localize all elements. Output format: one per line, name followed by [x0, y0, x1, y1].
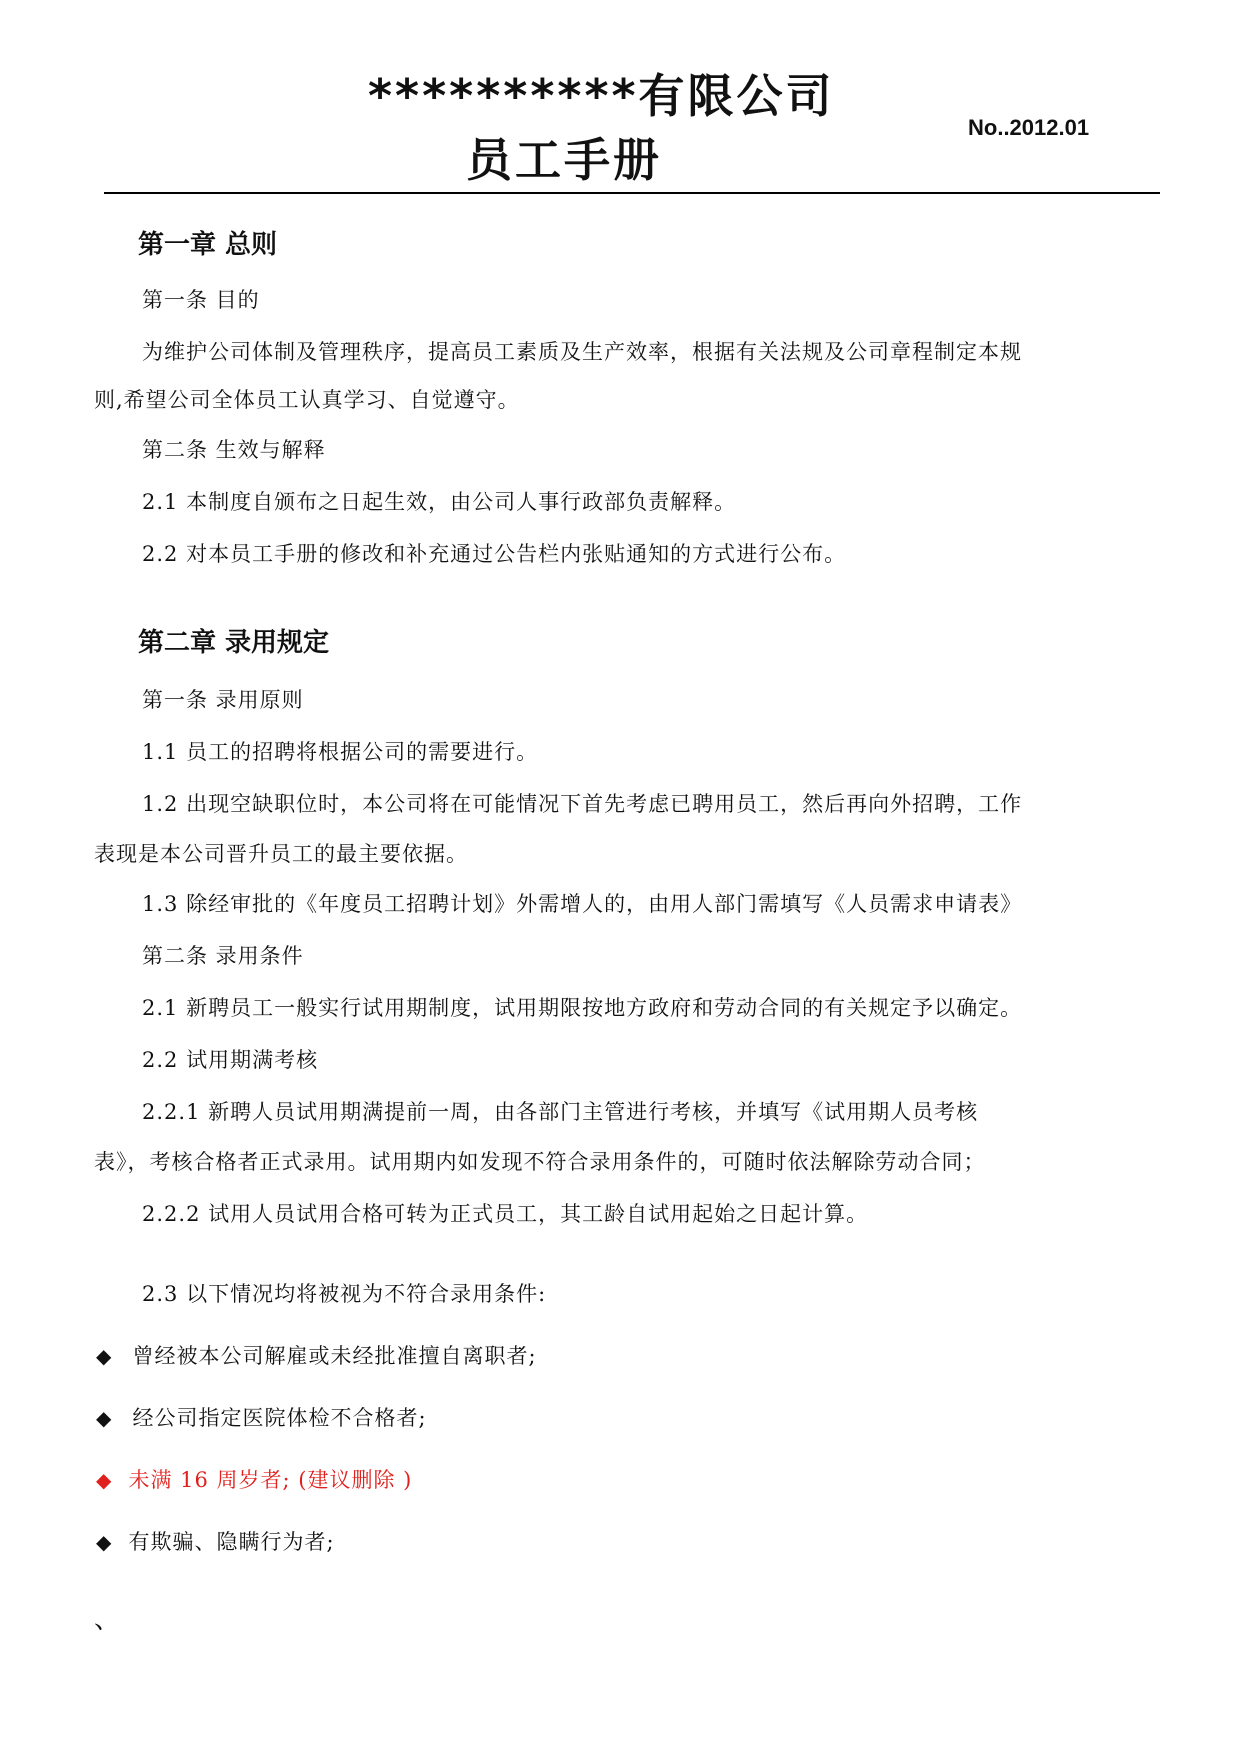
bullet-item-4	[96, 1526, 335, 1558]
bullet-text: 未满 16 周岁者; (建议删除 )	[128, 1468, 413, 1492]
chapter-2-heading: 第二章 录用规定	[138, 628, 330, 658]
chapter-2-clause-2-2-2: 2.2.2 试用人员试用合格可转为正式员工，其工龄自试用起始之日起计算。	[142, 1202, 869, 1226]
bullet-item-1	[96, 1340, 537, 1372]
bullet-text: 经公司指定医院体检不合格者;	[132, 1406, 427, 1430]
company-name: **********有限公司	[368, 69, 835, 123]
chapter-2-article-2-title: 第二条 录用条件	[142, 944, 304, 968]
document-title: 员工手册	[466, 133, 662, 187]
chapter-2-clause-2-2-1-line2: 表》，考核合格者正式录用。试用期内如发现不符合录用条件的，可随时依法解除劳动合同；	[94, 1150, 986, 1174]
chapter-2-clause-1-2-line1: 1.2 出现空缺职位时，本公司将在可能情况下首先考虑已聘用员工，然后再向外招聘，工作	[142, 792, 1023, 816]
chapter-2-clause-2-2: 2.2 试用期满考核	[142, 1048, 319, 1072]
diamond-bullet-icon: ◆	[96, 1468, 112, 1492]
diamond-bullet-icon: ◆	[96, 1344, 112, 1368]
chapter-1-article-1-text-line1: 为维护公司体制及管理秩序，提高员工素质及生产效率，根据有关法规及公司章程制定本规	[142, 340, 1022, 364]
chapter-1-clause-2-1: 2.1 本制度自颁布之日起生效，由公司人事行政部负责解释。	[142, 490, 737, 514]
chapter-1-article-1-title: 第一条 目的	[142, 288, 260, 312]
chapter-2-clause-2-1: 2.1 新聘员工一般实行试用期制度，试用期限按地方政府和劳动合同的有关规定予以确定。	[142, 996, 1023, 1020]
chapter-2-clause-1-2-line2: 表现是本公司晋升员工的最主要依据。	[94, 842, 468, 866]
chapter-1-article-1-text-line2: 则,希望公司全体员工认真学习、自觉遵守。	[94, 388, 520, 412]
document-number: No..2012.01	[968, 115, 1090, 140]
diamond-bullet-icon: ◆	[96, 1406, 112, 1430]
header-rule	[104, 192, 1160, 194]
bullet-item-2	[96, 1402, 427, 1434]
chapter-1-heading: 第一章 总则	[138, 230, 278, 260]
chapter-2-clause-2-2-1-line1: 2.2.1 新聘人员试用期满提前一周，由各部门主管进行考核，并填写《试用期人员考核	[142, 1100, 979, 1124]
diamond-bullet-icon: ◆	[96, 1530, 112, 1554]
trailing-punctuation: 、	[94, 1605, 122, 1635]
chapter-2-clause-2-3: 2.3 以下情况均将被视为不符合录用条件:	[142, 1282, 547, 1306]
chapter-2-clause-1-3: 1.3 除经审批的《年度员工招聘计划》外需增人的，由用人部门需填写《人员需求申请表》	[142, 892, 1023, 916]
bullet-item-3	[96, 1464, 412, 1496]
chapter-2-article-1-title: 第一条 录用原则	[142, 688, 304, 712]
chapter-1-article-2-title: 第二条 生效与解释	[142, 438, 326, 462]
chapter-2-clause-1-1: 1.1 员工的招聘将根据公司的需要进行。	[142, 740, 539, 764]
bullet-text: 曾经被本公司解雇或未经批准擅自离职者;	[132, 1344, 537, 1368]
bullet-text: 有欺骗、隐瞒行为者;	[128, 1530, 335, 1554]
chapter-1-clause-2-2: 2.2 对本员工手册的修改和补充通过公告栏内张贴通知的方式进行公布。	[142, 542, 847, 566]
